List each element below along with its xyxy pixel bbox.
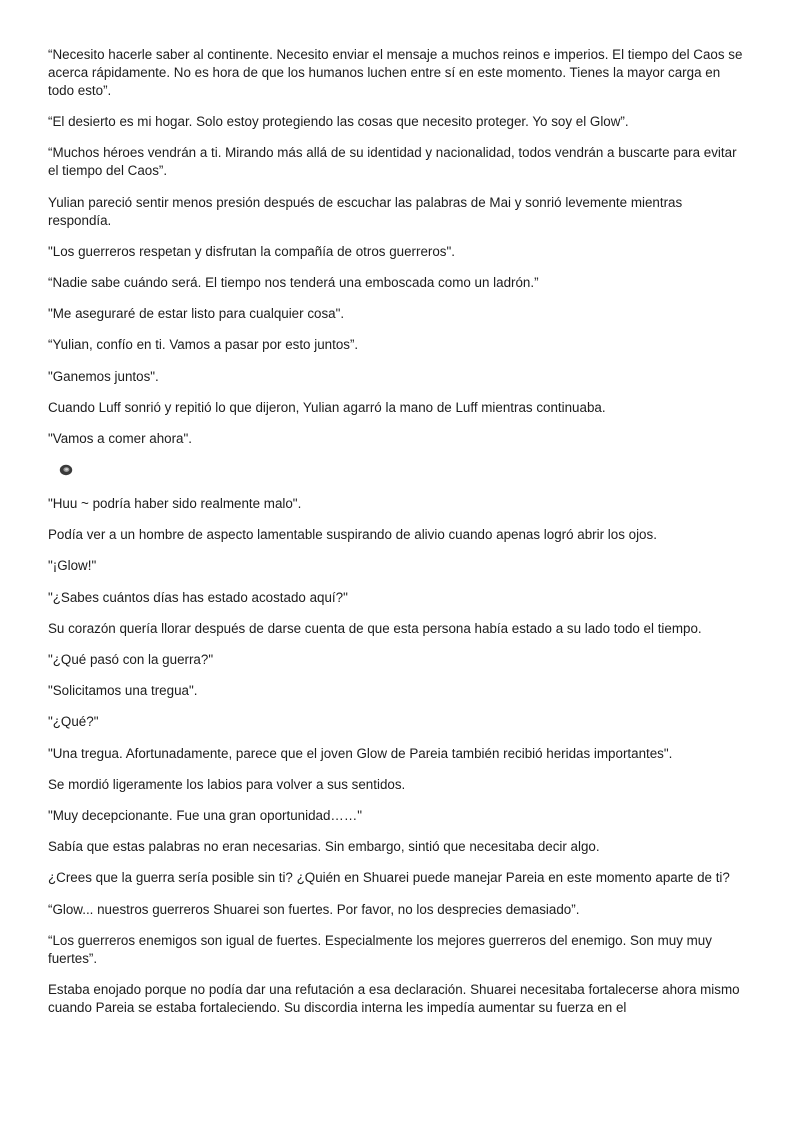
paragraph: “Glow... nuestros guerreros Shuarei son fuertes. Por favor, no los desprecies demasiado”.: [48, 901, 580, 917]
paragraph: ¿Crees que la guerra sería posible sin ti? ¿Quién en Shuarei puede manejar Pareia en este momento aparte de ti?: [48, 870, 730, 886]
paragraph: "¡Glow!": [48, 558, 97, 574]
paragraph: “El desierto es mi hogar. Solo estoy protegiendo las cosas que necesito proteger. Yo soy el Glow”.: [48, 114, 629, 130]
paragraph: "Ganemos juntos".: [48, 368, 159, 384]
paragraph: “Yulian, confío en ti. Vamos a pasar por esto juntos”.: [48, 337, 359, 353]
paragraph: "Los guerreros respetan y disfrutan la compañía de otros guerreros".: [48, 243, 455, 259]
paragraph: "Una tregua. Afortunadamente, parece que el joven Glow de Pareia también recibió heridas importantes".: [48, 745, 673, 761]
paragraph: Se mordió ligeramente los labios para volver a sus sentidos.: [48, 776, 406, 792]
paragraph: Su corazón quería llorar después de darse cuenta de que esta persona había estado a su lado todo el tiempo.: [48, 620, 702, 636]
paragraph: "¿Qué?": [48, 714, 99, 730]
paragraph: Yulian pareció sentir menos presión después de escuchar las palabras de Mai y sonrió levemente mientras respondía.: [48, 194, 683, 228]
paragraph: "¿Qué pasó con la guerra?": [48, 652, 214, 667]
section-separator: [48, 461, 748, 487]
paragraph: "Me aseguraré de estar listo para cualquier cosa".: [48, 306, 345, 322]
paragraph: Cuando Luff sonrió y repitió lo que dijeron, Yulian agarró la mano de Luff mientras continuaba.: [48, 399, 606, 415]
paragraph: "Muy decepcionante. Fue una gran oportunidad……": [48, 807, 362, 823]
paragraph: "Vamos a comer ahora".: [48, 430, 192, 446]
paragraph: “Necesito hacerle saber al continente. Necesito enviar el mensaje a muchos reinos e imperios. El tiempo del Caos se acerca rápidamente. No es hora de que los humanos luchen entre sí en este momento. Tienes la mayor carga en todo esto”.: [48, 47, 743, 98]
paragraph: “Nadie sabe cuándo será. El tiempo nos tenderá una emboscada como un ladrón.”: [48, 274, 539, 290]
paragraph: Sabía que estas palabras no eran necesarias. Sin embargo, sintió que necesitaba decir algo.: [48, 839, 600, 855]
document-page: [48, 46, 748, 1030]
paragraph: "Solicitamos una tregua".: [48, 683, 198, 699]
paragraph: "Huu ~ podría haber sido realmente malo".: [48, 496, 302, 512]
paragraph: Podía ver a un hombre de aspecto lamentable suspirando de alivio cuando apenas logró abrir los ojos.: [48, 527, 657, 543]
paragraph: "¿Sabes cuántos días has estado acostado aquí?": [48, 589, 348, 605]
paragraph: “Muchos héroes vendrán a ti. Mirando más allá de su identidad y nacionalidad, todos vendrán a buscarte para evitar el tiempo del Caos”.: [48, 145, 737, 179]
ink-blot-separator-icon: [58, 463, 74, 477]
paragraph: Estaba enojado porque no podía dar una refutación a esa declaración. Shuarei necesitaba fortalecerse ahora mismo cuando Pareia se estaba fortaleciendo. Su discordia interna les impedía aumentar su fuerza en el: [48, 981, 740, 1015]
paragraph: “Los guerreros enemigos son igual de fuertes. Especialmente los mejores guerreros del enemigo. Son muy muy fuertes”.: [48, 932, 712, 966]
